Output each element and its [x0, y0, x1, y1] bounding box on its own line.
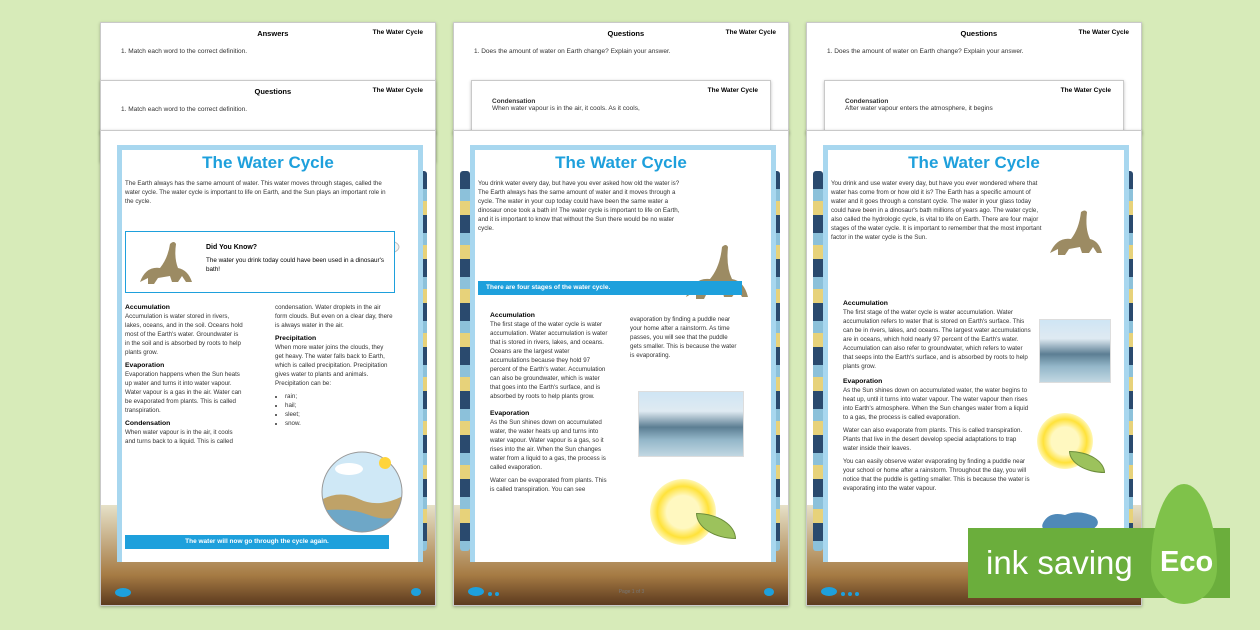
sheet-tag: The Water Cycle	[372, 87, 423, 94]
sheet-tag: The Water Cycle	[725, 29, 776, 36]
intro-text: You drink and use water every day, but have you ever wondered where that water has come from or how old it is? The Earth has a specific amount of water and it goes through a constant cycle. The water in your glass today could have been in a dinosaur's bath millions of years ago. The water cycle, also called the hydrologic cycle, is vital to life on Earth. There are four major stages of the water cycle. It is important to remember that the most important factor in the water cycle is the Sun.	[831, 180, 1042, 241]
question-line: 1. Match each word to the correct definition.	[121, 48, 248, 55]
right-column	[630, 315, 740, 360]
water-cycle-sheet-1	[100, 130, 436, 606]
stages-bar: There are four stages of the water cycle.	[478, 281, 742, 295]
brand-logo-icon	[821, 587, 837, 596]
sheet-title: Questions	[607, 29, 645, 38]
did-you-know-box	[125, 231, 395, 293]
brand-logo-icon	[115, 588, 131, 597]
condensation-text: When water vapour is in the air, it cools and turns back to a liquid. This is called	[125, 429, 233, 445]
left-column	[125, 299, 243, 446]
sheet-tag: The Water Cycle	[1060, 87, 1111, 94]
eco-leaf-icon	[1151, 484, 1217, 604]
sheet-tag: The Water Cycle	[372, 29, 423, 36]
accumulation-heading: Accumulation	[843, 300, 888, 307]
water-cycle-sheet-2	[453, 130, 789, 606]
list-item: • rain;	[285, 392, 393, 401]
evaporation-text: As the Sun shines down on accumulated water, the water begins to heat up, until it turns into water vapour. The water vapour then rises into Earth's atmosphere. When the Sun changes water from a liquid to a gas, the process is called evaporation.	[843, 387, 1029, 421]
side-decoration	[813, 171, 823, 551]
transpiration-text: Water can also evaporate from plants. This is called transpiration. Plants that live in the desert develop special adaptations to trap water inside their leaves.	[843, 427, 1023, 452]
page-dots	[488, 592, 499, 596]
eco-label: Eco	[1160, 546, 1214, 578]
sheet-title: Answers	[257, 29, 289, 38]
page-title: The Water Cycle	[555, 153, 687, 172]
accumulation-text: The first stage of the water cycle is water accumulation. Water accumulation is water that is stored in rivers, lakes, and oceans. Oceans are the largest water accumulations because they hold 97 percent of the Earth's water. Accumulation can also be groundwater, which is water that goes into the Earth's surface, and is absorbed by roots to help plants grow.	[490, 321, 608, 400]
sheet-title: Questions	[254, 87, 292, 96]
evaporation-text: As the Sun shines down on accumulated water, the water heats up and turns into water vapour. Water vapour is a gas, so it rises into the air. When the Sun changes water from a liquid to a gas, the process is called evaporation.	[490, 419, 606, 471]
lake-photo	[1039, 319, 1111, 383]
transpiration-text: Water can be evaporated from plants. This is called transpiration. You can see	[490, 477, 607, 493]
precipitation-text: When more water joins the clouds, they get heavy. The water falls back to Earth, which is called precipitation. Precipitation gives water to plants and animals. Precipitation can be:	[275, 344, 388, 387]
page-title: The Water Cycle	[908, 153, 1040, 172]
puddle-text: You can easily observe water evaporating by finding a puddle near your school or home after a rainstorm. Throughout the day, you will notice that the puddle is getting smaller. This is because the water is evaporating into the water vapour.	[843, 458, 1030, 492]
worksheet-stack-3	[806, 22, 1140, 604]
ink-saving-label: ink saving	[986, 544, 1133, 581]
water-cycle-diagram-icon	[319, 449, 405, 535]
section-heading: Condensation	[492, 98, 536, 105]
sheet-tag: The Water Cycle	[1078, 29, 1129, 36]
dinosaur-icon	[1045, 207, 1103, 259]
sheet-title: Questions	[960, 29, 998, 38]
accumulation-heading: Accumulation	[490, 312, 535, 319]
accumulation-text: The first stage of the water cycle is water accumulation. Water accumulation refers to water that is stored on Earth's surface. This can be in rivers, lakes, and oceans. The largest water accumulations are in oceans, which hold nearly 97 percent of the Earth's water. Accumulation can also refer to groundwater, which refers to water that seeps into the Earth's surface, and is absorbed by roots to help plants grow.	[843, 309, 1031, 370]
question-line: 1. Does the amount of water on Earth change? Explain your answer.	[827, 48, 1024, 55]
question-line: 1. Does the amount of water on Earth change? Explain your answer.	[474, 48, 671, 55]
evaporation-heading: Evaporation	[125, 362, 165, 369]
brand-badge-icon	[764, 588, 774, 596]
worksheet-stack-1	[100, 22, 434, 604]
evaporation-continued: evaporation by finding a puddle near your home after a rainstorm. As time passes, you will see that the puddle gets smaller. This is because the water is evaporating.	[630, 316, 737, 359]
lake-photo	[638, 391, 744, 457]
page-dots	[841, 592, 859, 596]
summary-bar: The water will now go through the cycle again.	[125, 535, 389, 549]
precipitation-heading: Precipitation	[275, 335, 317, 342]
intro-text: You drink water every day, but have you ever asked how old the water is? The Earth always has the same amount of water and it moves through a cycle. The water in your cup today could have been the same water a dinosaur once took a bath in! The water cycle is important to life on Earth, and it is important to know that without the Sun there would be no water cycle.	[478, 180, 680, 232]
page-number: Page 1 of 3	[618, 589, 645, 595]
left-column	[490, 307, 608, 494]
side-decoration	[460, 171, 470, 551]
evaporation-heading: Evaporation	[843, 378, 883, 385]
list-item: • sleet;	[285, 410, 393, 419]
page-footer	[468, 585, 774, 599]
accumulation-text: Accumulation is water stored in rivers, lakes, oceans, and in the soil. Oceans hold most of the Earth's water. Groundwater is in the soil and is absorbed by roots to help plants grow.	[125, 313, 243, 356]
intro-text: The Earth always has the same amount of water. This water moves through stages, called the water cycle. The water cycle is important to life on Earth, and the Sun plays an important role in the cycle.	[125, 180, 386, 205]
section-text: When water vapour is in the air, it cools. As it cools,	[492, 105, 640, 112]
worksheet-stack-2	[453, 22, 787, 604]
section-heading: Condensation	[845, 98, 889, 105]
page-footer	[115, 585, 421, 599]
dinosaur-icon	[134, 238, 194, 288]
right-column	[275, 303, 393, 428]
evaporation-text: Evaporation happens when the Sun heats up water and turns it into water vapour. Water vapour is a gas in the air. Water can be evaporated from plants. This is called transpiration.	[125, 371, 242, 414]
section-text: After water vapour enters the atmosphere, it begins	[845, 105, 993, 112]
main-column	[843, 295, 1033, 493]
brand-badge-icon	[411, 588, 421, 596]
evaporation-heading: Evaporation	[490, 410, 530, 417]
did-you-know-text: The water you drink today could have been used in a dinosaur's bath!	[206, 257, 384, 273]
list-item: • hail;	[285, 401, 393, 410]
accumulation-heading: Accumulation	[125, 304, 170, 311]
question-line: 1. Match each word to the correct definition.	[121, 106, 248, 113]
ink-saving-badge	[968, 528, 1230, 598]
list-item: • snow.	[285, 419, 393, 428]
did-you-know-heading: Did You Know?	[206, 244, 258, 251]
sun-icon	[650, 479, 716, 545]
condensation-continued: condensation. Water droplets in the air form clouds. But even on a clear day, there is always water in the air.	[275, 304, 393, 329]
condensation-heading: Condensation	[125, 420, 171, 427]
page-title: The Water Cycle	[202, 153, 334, 172]
brand-logo-icon	[468, 587, 484, 596]
sheet-tag: The Water Cycle	[707, 87, 758, 94]
